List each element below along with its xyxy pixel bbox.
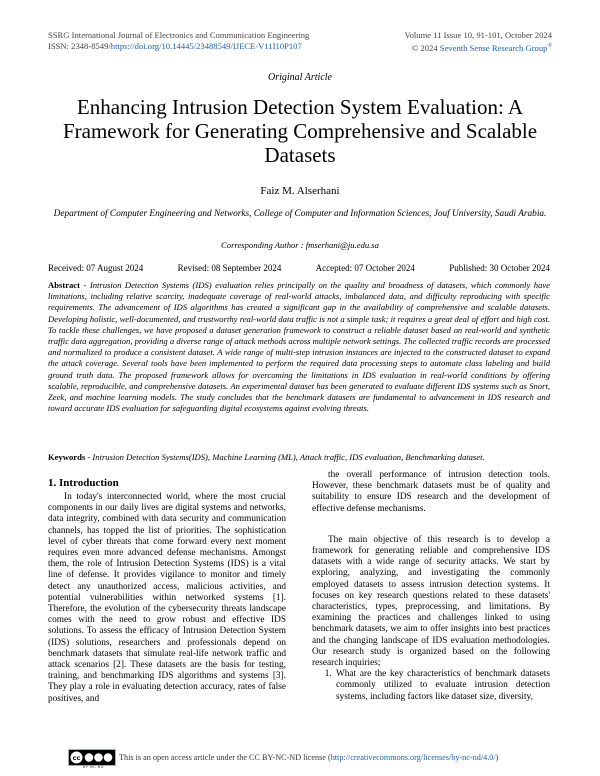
license-text: This is an open access article under the CC BY-NC-ND license (: [119, 753, 331, 762]
research-question: 1. What are the key characteristics of benchmark datasets commonly utilized to evaluate intrusion detection systems, including factors like dataset size, diversity,: [334, 669, 550, 703]
article-type: Original Article: [268, 72, 332, 83]
keywords-text: - Intrusion Detection Systems(IDS), Machine Learning (ML), Attack traffic, IDS evaluation, Benchmarking dataset.: [85, 452, 485, 462]
corresponding-author: Corresponding Author : fmserhani@ju.edu.sa: [221, 240, 379, 250]
objective-paragraph: The main objective of this research is to develop a framework for generating reliable and comprehensive IDS datasets with a wide range of security attacks. We start by exploring, analyzing, and investigating the commonly employed datasets to assess intrusion detection systems. It focuses on key research questions related to these datasets' characteristics, types, preprocessing, and limitations. By examining the practices and challenges linked to using benchmark datasets, we aim to offer insights into best practices and the changing landscape of IDS evaluation methodologies. Our research study is organized based on the following research inquiries;: [312, 534, 550, 669]
volume-header: [404, 30, 552, 53]
keywords-label: Keywords: [48, 452, 86, 462]
cc-license-icon: [68, 749, 116, 766]
journal-name: SSRG International Journal of Electronics and Communication Engineering: [48, 30, 310, 40]
author-name: Faiz M. Alserhani: [260, 185, 340, 197]
abstract-label: Abstract: [48, 280, 80, 290]
keywords: [48, 452, 550, 462]
license-suffix: ): [495, 753, 499, 762]
svg-text:cc: cc: [72, 754, 81, 763]
license-footer: [68, 749, 558, 769]
copyright-prefix: © 2024: [411, 42, 440, 53]
research-questions: [312, 669, 550, 703]
volume-info: Volume 11 Issue 10, 91-101, October 2024: [404, 30, 552, 40]
right-column: [312, 470, 550, 703]
issn-doi-line: [48, 41, 309, 52]
trademark-symbol: ®: [547, 42, 552, 49]
issn: ISSN: 2348-8549/: [48, 40, 111, 51]
date-revised: Revised: 08 September 2024: [177, 263, 282, 273]
journal-header: [48, 30, 309, 51]
intro-continuation: the overall performance of intrusion detection tools. However, these benchmark datasets must be of quality and suitability to ensure IDS research and the development of effective defense mechanisms.: [312, 470, 550, 514]
dates-row: [48, 263, 550, 273]
affiliation: Department of Computer Engineering and Networks, College of Computer and Information Sciences, Jouf University, Saudi Arabia.: [53, 209, 547, 219]
doi-link[interactable]: https://doi.org/10.14445/23488549/IJECE-V11I10P107: [110, 40, 302, 51]
license-link[interactable]: http://creativecommons.org/licenses/by-nc-nd/4.0/: [330, 753, 496, 762]
left-column: [48, 477, 286, 705]
intro-paragraph: In today's interconnected world, where the most crucial components in our daily lives are digital systems and networks, data integrity, combined with data security and communication channels, has topped the list of priorities. The sophistication level of cyber threats that come forward every next moment requires even more advanced defense mechanisms. Amongst them, the role of Intrusion Detection Systems (IDS) is a vital line of defense. It provides vigilance to monitor and timely detect any unauthorized access, malicious activities, and potential vulnerabilities within networked systems [1]. Therefore, the evolution of the cybersecurity threats landscape comes with the need to grow robust and effective IDS solutions. To assess the efficacy of Intrusion Detection System (IDS) solutions, researchers and professionals depend on benchmark datasets that simulate real-life network traffic and attack scenarios [2]. These datasets are the basis for testing, training, and benchmarking IDS algorithms and systems [3]. They play a role in evaluating detection accuracy, rates of false positives, and: [48, 492, 286, 704]
cc-badge-text: BY NC ND: [83, 765, 104, 769]
publisher-link[interactable]: Seventh Sense Research Group: [439, 42, 548, 53]
section-heading: 1. Introduction: [48, 477, 119, 489]
date-published: Published: 30 October 2024: [449, 263, 550, 273]
abstract-text: - Intrusion Detection Systems (IDS) evaluation relies principally on the quality and broadness of datasets, which commonly have limitations, including relative scarcity, inadequate coverage of real-world attacks, imbalanced data, and difficulty reproducing with specific requirements. The advancement of IDS algorithms has created a significant gap in the availability of comprehensive and scalable datasets. Developing holistic, well-documented, and trustworthy real-world data traffic is not a simple task; it requires a great deal of effort and high cost. To tackle these challenges, we have proposed a dataset generation framework to construct a reliable dataset based on real-world and synthetic traffic data aggregation, providing a diverse range of attack methods across multiple network settings. The collected traffic records are processed and normalized to produce a consistent dataset. A wide range of multi-step intrusion instances are injected to the constructed dataset to expand the attack coverage. Several tools have been implemented to perform the required data processing steps to automate class labeling and build ground truth data. The proposed framework allows for overcoming the limitations in IDS evaluation in real-world conditions by offering scalable, reproducible, and comprehensive datasets. An experimental dataset has been generated to evaluate different IDS systems such as Snort, Zeek, and machine learning models. The study concludes that the benchmark datasets are fundamental to advancement in IDS research and toward accurate IDS evaluation for safeguarding digital ecosystems against evolving threats.: [48, 280, 550, 414]
date-accepted: Accepted: 07 October 2024: [315, 263, 415, 273]
paper-title: Enhancing Intrusion Detection System Evaluation: A Framework for Generating Comprehensive and Scalable Datasets: [62, 95, 538, 167]
copyright-line: [404, 41, 552, 53]
abstract: [48, 280, 550, 414]
date-received: Received: 07 August 2024: [48, 263, 144, 273]
